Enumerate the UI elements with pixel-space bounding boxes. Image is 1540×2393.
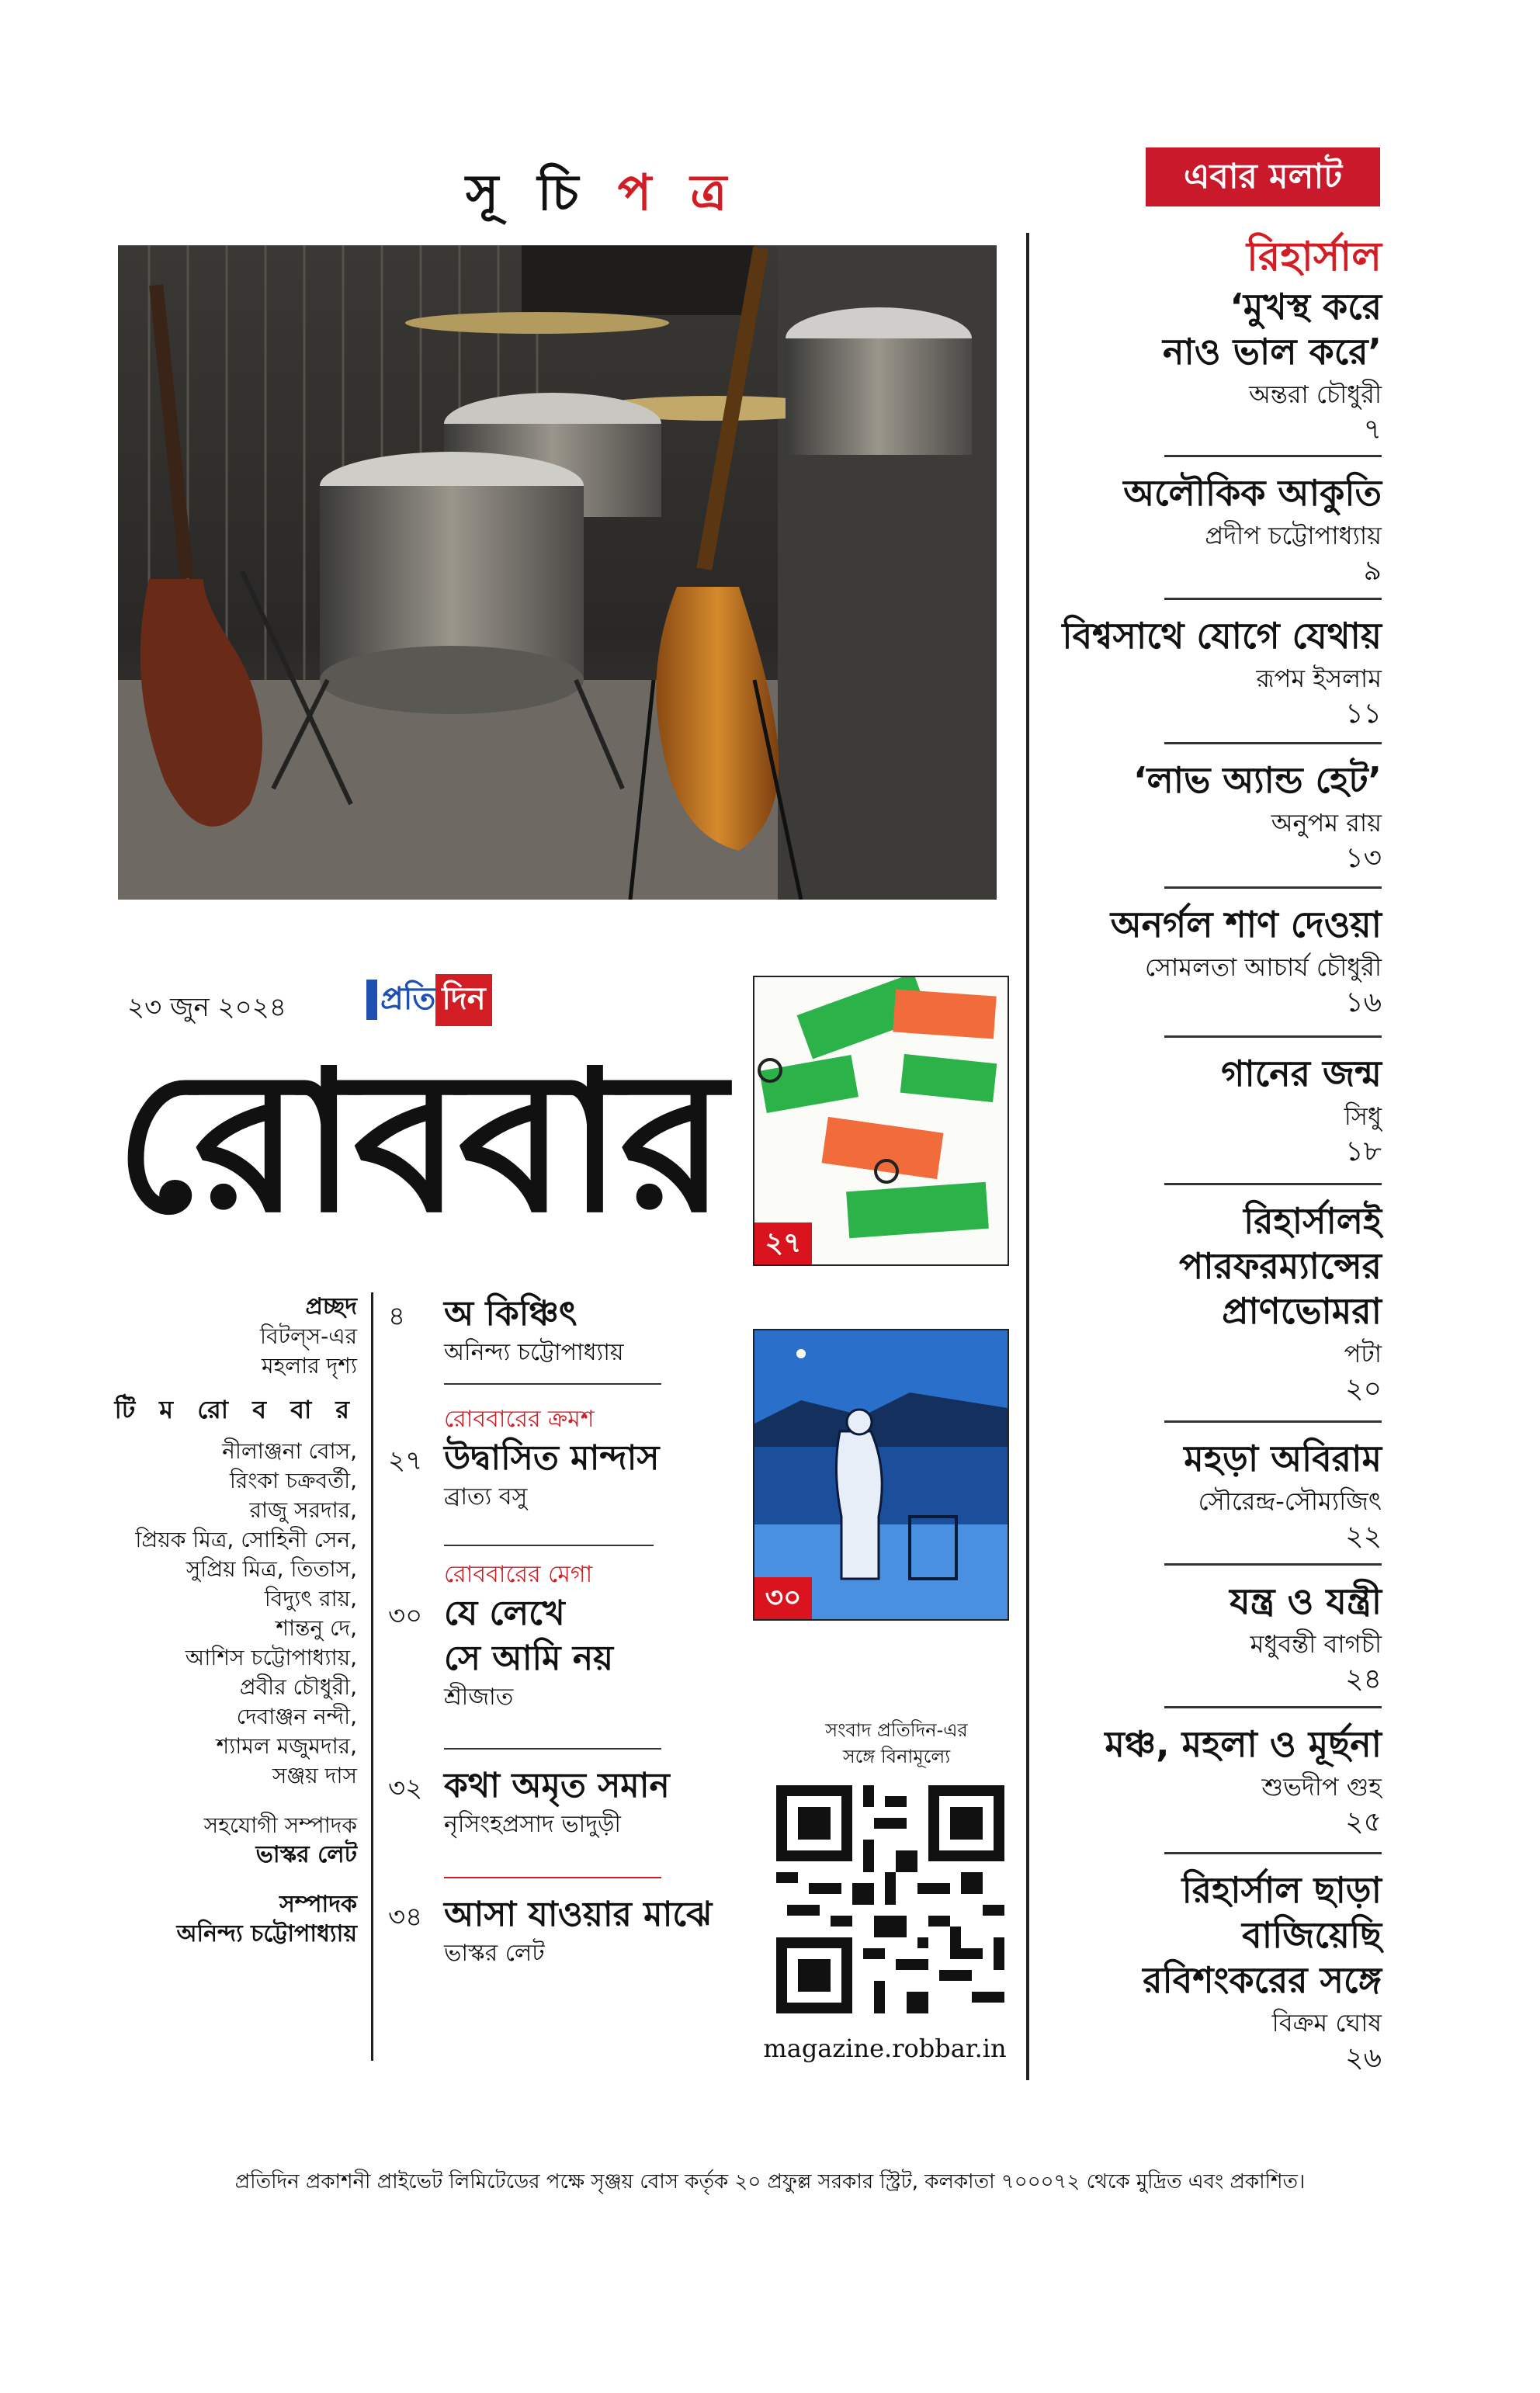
cover-entry[interactable] [1040, 758, 1382, 877]
cover-description: বিটল্‌স-এর মহলার দৃশ্য [259, 1323, 357, 1379]
cover-entry[interactable] [1040, 613, 1382, 733]
item-page: ৩৪ [388, 1902, 423, 1933]
contents-item[interactable] [388, 1559, 730, 1714]
cover-entry[interactable] [1040, 902, 1382, 1021]
divider [1164, 455, 1382, 457]
entry-page: ২৫ [1345, 1806, 1382, 1838]
team-label: টি ম রো ব বা র [114, 1395, 357, 1424]
item-author: অনিন্দ্য চট্টোপাধ্যায় [444, 1339, 624, 1366]
contents-item[interactable] [388, 1892, 730, 1970]
contents-item[interactable] [388, 1403, 730, 1514]
cover-entry[interactable] [1040, 1051, 1382, 1170]
entry-page: ১৩ [1345, 842, 1382, 874]
divider [1164, 1035, 1382, 1038]
item-author: ভাস্কর লেট [444, 1940, 545, 1967]
entry-title: গানের জন্ম [1221, 1053, 1382, 1094]
cover-entry[interactable] [1040, 1579, 1382, 1698]
contents-item[interactable] [388, 1292, 730, 1369]
cover-story-badge: এবার মলাট [1146, 147, 1380, 206]
cover-label: প্রচ্ছদ [305, 1293, 357, 1320]
entry-author: সৌরেন্দ্র-সৌম্যজিৎ [1198, 1486, 1382, 1516]
title-part-1: সূ চি [466, 165, 590, 222]
issue-date: ২৩ জুন ২০২৪ [127, 992, 286, 1023]
entry-author: প্রদীপ চট্টোপাধ্যায় [1205, 521, 1382, 550]
magazine-name: রোববার [115, 1027, 723, 1255]
entry-author: সিধু [1344, 1101, 1382, 1131]
entry-page: ১১ [1345, 698, 1382, 730]
entry-page: ৭ [1363, 414, 1382, 446]
brand-part-2: দিন [435, 974, 491, 1026]
entry-title: যন্ত্র ও যন্ত্রী [1230, 1580, 1382, 1622]
cover-entry[interactable] [1040, 1868, 1382, 2077]
item-title: আসা যাওয়ার মাঝে [444, 1895, 713, 1934]
entry-title: অলৌকিক আকুতি [1123, 472, 1382, 514]
entry-page: ৯ [1363, 555, 1382, 587]
cover-photo [118, 245, 997, 900]
entry-page: ২০ [1345, 1373, 1382, 1405]
column-divider [1026, 233, 1029, 2080]
entry-title: বিশ্বসাথে যোগে যেথায় [1062, 615, 1382, 657]
brand-logo [366, 980, 492, 1020]
item-page: ৩০ [388, 1601, 423, 1632]
entry-author: সোমলতা আচার্য চৌধুরী [1144, 952, 1382, 982]
entry-author: মধুবন্তী বাগচী [1250, 1629, 1382, 1659]
entry-page: ২৪ [1345, 1663, 1382, 1695]
entry-page: ১৬ [1345, 987, 1382, 1018]
entry-title: মহড়া অবিরাম [1184, 1438, 1382, 1479]
item-page: ২৭ [388, 1445, 423, 1476]
item-title: অ কিঞ্চিৎ [444, 1294, 578, 1333]
divider [1164, 886, 1382, 889]
item-author: ব্রাত্য বসু [444, 1483, 528, 1510]
cover-entry[interactable] [1040, 1436, 1382, 1555]
item-section: রোববারের ক্রমশ [444, 1406, 595, 1433]
brand-mark [366, 980, 377, 1020]
entry-title: অনর্গল শাণ দেওয়া [1110, 903, 1382, 945]
divider [1164, 1183, 1382, 1185]
entry-page: ১৮ [1345, 1136, 1382, 1167]
divider [444, 1748, 661, 1750]
item-title: যে লেখে সে আমি নয় [444, 1594, 614, 1678]
item-author: শ্রীজাত [444, 1684, 514, 1711]
item-page: ৩২ [388, 1773, 423, 1804]
brand-part-1: প্রতি [380, 980, 436, 1017]
cover-entry[interactable] [1040, 470, 1382, 590]
qr-caption: সংবাদ প্রতিদিন-এর সঙ্গে বিনামূল্যে [825, 1719, 968, 1767]
entry-author: পটা [1344, 1339, 1382, 1368]
contents-item[interactable] [388, 1764, 730, 1841]
editor-name: অনিন্দ্য চট্টোপাধ্যায় [176, 1920, 357, 1947]
divider [1164, 742, 1382, 744]
entry-author: অন্তরা চৌধুরী [1249, 380, 1382, 409]
entry-title: রিহার্সাল ছাড়া বাজিয়েছি রবিশংকরের সঙ্গে [1143, 1869, 1382, 2001]
entry-title: মঞ্চ, মহলা ও মূর্ছনা [1105, 1723, 1382, 1765]
entry-title: রিহার্সালই পারফরম্যান্সের প্রাণভোমরা [1179, 1200, 1382, 1332]
entry-title: ‘লাভ অ্যান্ড হেট’ [1132, 759, 1382, 801]
item-title: উদ্বাসিত মান্দাস [444, 1438, 660, 1478]
page-tag: ২৭ [754, 1223, 812, 1264]
imprint-footer: প্রতিদিন প্রকাশনী প্রাইভেট লিমিটেডের পক্ষে সৃঞ্জয় বোস কর্তৃক ২০ প্রফুল্ল সরকার স্ট্রিট, কলকাতা ৭০০০৭২ থেকে মুদ্রিত এবং প্রকাশিত। [234, 2170, 1306, 2194]
assoc-editor-name: ভাস্কর লেট [255, 1841, 357, 1868]
divider [1164, 1852, 1382, 1854]
divider [444, 1383, 661, 1385]
entry-author: রূপম ইসলাম [1256, 664, 1382, 693]
item-author: নৃসিংহপ্রসাদ ভাদুড়ী [444, 1811, 622, 1838]
divider [444, 1877, 661, 1878]
entry-author: অনুপম রায় [1271, 808, 1382, 838]
item-section: রোববারের মেগা [444, 1561, 593, 1588]
divider [1164, 1420, 1382, 1423]
divider [1164, 1706, 1382, 1708]
editor-label: সম্পাদক [279, 1891, 357, 1918]
entry-title: ‘মুখস্থ করে নাও ভাল করে’ [1162, 286, 1382, 373]
cover-entry[interactable] [1040, 284, 1382, 449]
page-title [466, 155, 737, 238]
assoc-editor-label: সহযোগী সম্পাদক [203, 1812, 357, 1838]
page-tag: ৩০ [754, 1577, 812, 1619]
illustration-figure[interactable] [753, 1329, 1009, 1621]
title-part-2: প ত্র [617, 165, 738, 222]
cover-section-title: রিহার্সাল [1246, 234, 1382, 280]
divider [1164, 598, 1382, 600]
cover-entry[interactable] [1040, 1198, 1382, 1408]
qr-code[interactable] [776, 1785, 1004, 2013]
item-page: ৪ [388, 1301, 406, 1332]
entry-page: ২৬ [1345, 2042, 1382, 2074]
cover-entry[interactable] [1040, 1722, 1382, 1841]
item-title: কথা অমৃত সমান [444, 1766, 670, 1805]
entry-author: বিক্রম ঘোষ [1271, 2008, 1382, 2038]
divider [444, 1545, 654, 1546]
divider [1164, 1563, 1382, 1566]
illustration-flags[interactable] [753, 976, 1009, 1266]
credits-divider [371, 1292, 373, 2061]
entry-author: শুভদীপ গুহ [1261, 1772, 1382, 1802]
team-members: নীলাঞ্জনা বোস, রিংকা চক্রবর্তী, রাজু সরদার, প্রিয়ক মিত্র, সোহিনী সেন, সুপ্রিয় মিত্র, তিতাস, বিদ্যুৎ রায়, শান্তনু দে, আশিস চট্টোপাধ্যায়, প্রবীর চৌধুরী, দেবাঞ্জন নন্দী, শ্যামল মজুমদার, সঞ্জয় দাস [135, 1438, 357, 1788]
website-link[interactable]: magazine.robbar.in [763, 2034, 1007, 2063]
entry-page: ২২ [1345, 1521, 1382, 1552]
credits [109, 1292, 357, 1949]
